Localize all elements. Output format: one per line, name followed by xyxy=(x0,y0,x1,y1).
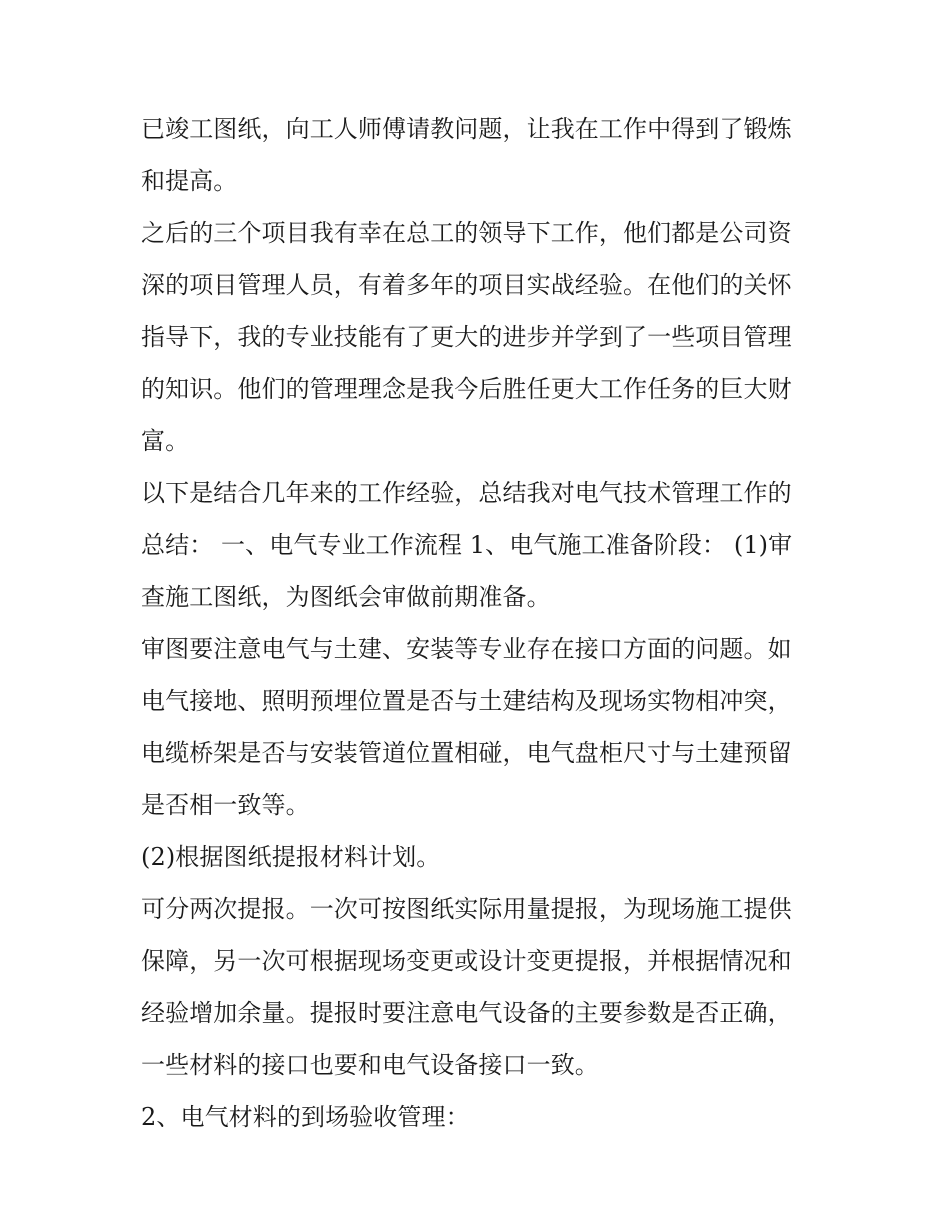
text-line: 是否相一致等。 xyxy=(141,791,310,819)
text-line: 审图要注意电气与土建、安装等专业存在接口方面的问题。如 xyxy=(141,635,792,663)
text-line: 经验增加余量。提报时要注意电气设备的主要参数是否正确， xyxy=(141,999,792,1027)
text-line: 之后的三个项目我有幸在总工的领导下工作，他们都是公司资 xyxy=(141,219,792,247)
text-line: 深的项目管理人员，有着多年的项目实战经验。在他们的关怀 xyxy=(141,271,792,299)
text-line: 2、电气材料的到场验收管理： xyxy=(141,1103,470,1131)
text-line: 查施工图纸，为图纸会审做前期准备。 xyxy=(141,583,551,611)
text-line: 以下是结合几年来的工作经验，总结我对电气技术管理工作的 xyxy=(141,479,792,507)
text-line: 保障，另一次可根据现场变更或设计变更提报，并根据情况和 xyxy=(141,947,792,975)
text-line: 电气接地、照明预埋位置是否与土建结构及现场实物相冲突， xyxy=(141,687,792,715)
text-line: 总结： 一、电气专业工作流程 1、电气施工准备阶段： (1)审 xyxy=(141,531,793,559)
text-line: 指导下，我的专业技能有了更大的进步并学到了一些项目管理 xyxy=(141,323,792,351)
text-line: 电缆桥架是否与安装管道位置相碰，电气盘柜尺寸与土建预留 xyxy=(141,739,792,767)
document-body xyxy=(141,107,813,1147)
text-line: (2)根据图纸提报材料计划。 xyxy=(141,843,441,871)
text-line: 已竣工图纸，向工人师傅请教问题，让我在工作中得到了锻炼 xyxy=(141,115,792,143)
text-line: 可分两次提报。一次可按图纸实际用量提报，为现场施工提供 xyxy=(141,895,792,923)
text-line: 富。 xyxy=(141,427,190,455)
text-line: 和提高。 xyxy=(141,167,238,195)
text-line: 一些材料的接口也要和电气设备接口一致。 xyxy=(141,1051,599,1079)
text-line: 的知识。他们的管理理念是我今后胜任更大工作任务的巨大财 xyxy=(141,375,792,403)
